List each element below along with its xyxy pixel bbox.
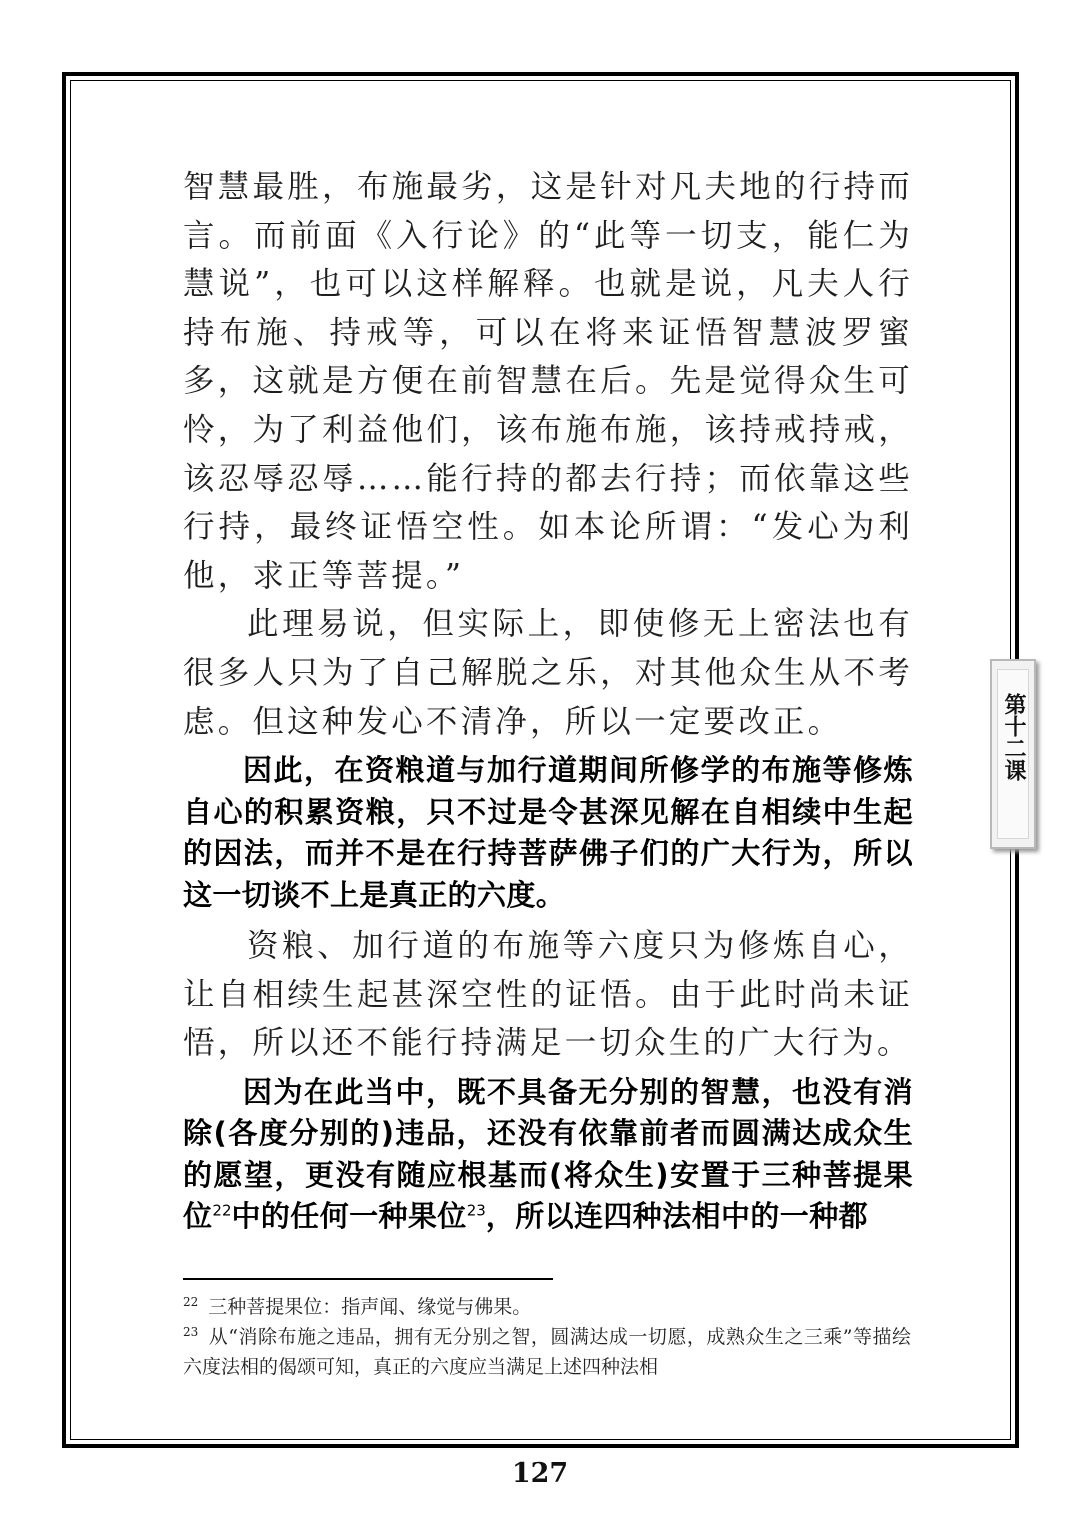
footnote-ref-23[interactable]: 23 <box>466 1201 486 1220</box>
footnotes <box>183 1292 911 1382</box>
root-text-paragraph-2 <box>183 1072 913 1238</box>
page-number: 127 <box>511 1458 569 1489</box>
footnote-23 <box>183 1322 911 1382</box>
footnote-ref-22[interactable]: 22 <box>212 1201 232 1220</box>
root-text-segment-c: ，所以连四种法相中的一种都 <box>485 1199 868 1234</box>
footnote-22 <box>183 1292 911 1322</box>
commentary-paragraph-1: 智慧最胜，布施最劣，这是针对凡夫地的行持而言。而前面《入行论》的“此等一切支，能仁为慧说”，也可以这样解释。也就是说，凡夫人行持布施、持戒等，可以在将来证悟智慧波罗蜜多，这就是方便在前智慧在后。先是觉得众生可怜，为了利益他们，该布施布施，该持戒持戒，该忍辱忍辱……能行持的都去行持；而依靠这些行持，最终证悟空性。如本论所谓：“发心为利他，求正等菩提。” <box>183 169 913 594</box>
commentary-paragraph-3: 资粮、加行道的布施等六度只为修炼自心，让自相续生起甚深空性的证悟。由于此时尚未证悟，所以还不能行持满足一切众生的广大行为。 <box>183 928 913 1062</box>
footnote-number: 22 <box>183 1294 199 1309</box>
footnote-text: 三种菩提果位：指声闻、缘觉与佛果。 <box>208 1296 532 1318</box>
root-text-paragraph-1: 因此，在资粮道与加行道期间所修学的布施等修炼自心的积累资粮，只不过是令甚深见解在自相续中生起的因法，而并不是在行持菩萨佛子们的广大行为，所以这一切谈不上是真正的六度。 <box>183 753 913 912</box>
main-text <box>183 163 913 1244</box>
footnote-number: 23 <box>183 1324 199 1339</box>
commentary-paragraph-2: 此理易说，但实际上，即使修无上密法也有很多人只为了自己解脱之乐，对其他众生从不考虑。但这种发心不清净，所以一定要改正。 <box>183 606 913 740</box>
footnote-divider <box>183 1278 553 1280</box>
footnote-text: 从“消除布施之违品，拥有无分别之智，圆满达成一切愿，成熟众生之三乘”等描绘六度法相的偈颂可知，真正的六度应当满足上述四种法相 <box>183 1326 911 1378</box>
chapter-tab <box>990 659 1036 849</box>
chapter-tab-label: 第十二课 <box>1001 693 1027 781</box>
root-text-segment-a: 因为在此当中，既不具备无分别的智慧，也没有消除(各度分别的)违品，还没有依靠前者而圆满达成众生的愿望，更没有随应根基而(将众生)安置于三种菩提果位 <box>183 1074 913 1234</box>
root-text-segment-b: 中的任何一种果位 <box>231 1199 467 1234</box>
